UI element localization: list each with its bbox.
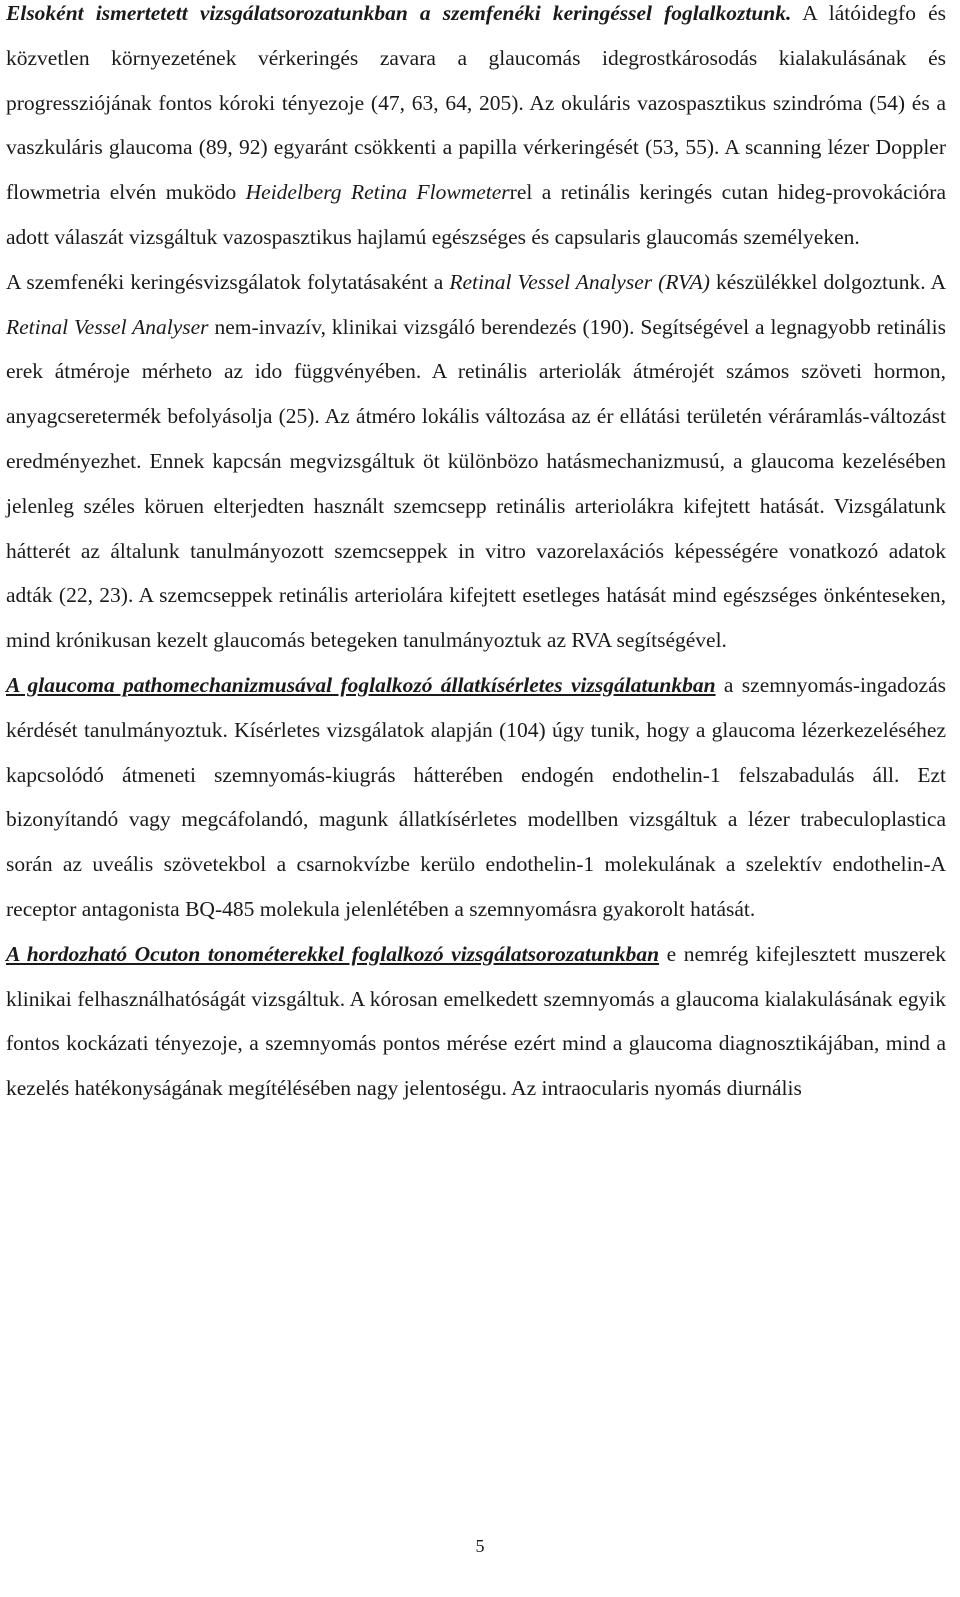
paragraph-lead-heading: Elsoként ismertetett vizsgálatsorozatunkban a szemfenéki keringéssel foglalkoztunk.: [6, 1, 792, 25]
paragraph-lead-heading: A hordozható Ocuton tonométerekkel foglalkozó vizsgálatsorozatunkban: [6, 941, 660, 966]
paragraph-text: nem-invazív, klinikai vizsgáló berendezés (190). Segítségével a legnagyobb retinális erek átméroje mérheto az ido függvényében. A retinális arteriolák átmérojét számos szöveti hormon, anyagcseretermék befolyásolja (25). Az átméro lokális változása az ér ellátási területén véráramlás-változást eredményezhet. Ennek kapcsán megvizsgáltuk öt különbözo hatásmechanizmusú, a glaucoma kezelésében jelenleg széles köruen elterjedten használt szemcsepp retinális arteriolákra kifejtett hatását. Vizsgálatunk hátterét az általunk tanulmányozott szemcseppek in vitro vazorelaxációs képességére vonatkozó adatok adták (22, 23). A szemcseppek retinális arteriolára kifejtett esetleges hatását mind egészséges önkénteseken, mind krónikusan kezelt glaucomás betegeken tanulmányoztuk az RVA segítségével.: [6, 314, 946, 653]
paragraph-animal-study: [6, 663, 946, 932]
paragraph-ocuton: [6, 932, 946, 1111]
paragraph-rva: [6, 260, 946, 663]
page-number: 5: [475, 1536, 485, 1556]
paragraph-retinal-circulation: [6, 0, 946, 260]
paragraph-text: a szemnyomás-ingadozás kérdését tanulmányoztuk. Kísérletes vizsgálatok alapján (104) úgy tunik, hogy a glaucoma lézerkezeléséhez kapcsolódó átmeneti szemnyomás-kiugrás hátterében endogén endothelin-1 felszabadulás áll. Ezt bizonyítandó vagy megcáfolandó, magunk állatkísérletes modellben vizsgáltuk a lézer trabeculoplastica során az uveális szövetekbol a csarnokvízbe kerülo endothelin-1 molekulának a szelektív endothelin-A receptor antagonista BQ-485 molekula jelenlétében a szemnyomásra gyakorolt hatását.: [6, 672, 946, 921]
paragraph-lead-heading: A glaucoma pathomechanizmusával foglalkozó állatkísérletes vizsgálatunkban: [6, 672, 716, 697]
device-name-italic: Retinal Vessel Analyser: [6, 314, 209, 339]
device-name-italic: Heidelberg Retina Flowmeter: [245, 180, 510, 205]
paragraph-text: A szemfenéki keringésvizsgálatok folytatásaként a: [6, 269, 450, 294]
paragraph-text: készülékkel dolgoztunk. A: [709, 269, 946, 294]
device-name-italic: Retinal Vessel Analyser (RVA): [449, 269, 710, 294]
paragraph-text: rel a retinális keringés cutan hideg-provokációra adott válaszát vizsgáltuk vazospasztikus hajlamú egészséges és capsularis glaucomás személyeken.: [6, 180, 946, 249]
document-page: [6, 0, 946, 1111]
paragraph-text: A látóidegfo és közvetlen környezetének vérkeringés zavara a glaucomás idegrostkárosodás kialakulásának és progressziójának fontos kóroki tényezoje (47, 63, 64, 205). Az okuláris vazospasztikus szindróma (54) és a vaszkuláris glaucoma (89, 92) egyaránt csökkenti a papilla vérkeringését (53, 55). A scanning lézer Doppler flowmetria elvén muködo: [6, 1, 946, 205]
paragraph-text: e nemrég kifejlesztett muszerek klinikai felhasználhatóságát vizsgáltuk. A kórosan emelkedett szemnyomás a glaucoma kialakulásának egyik fontos kockázati tényezoje, a szemnyomás pontos mérése ezért mind a glaucoma diagnosztikájában, mind a kezelés hatékonyságának megítélésében nagy jelentoségu. Az intraocularis nyomás diurnális: [6, 941, 946, 1101]
